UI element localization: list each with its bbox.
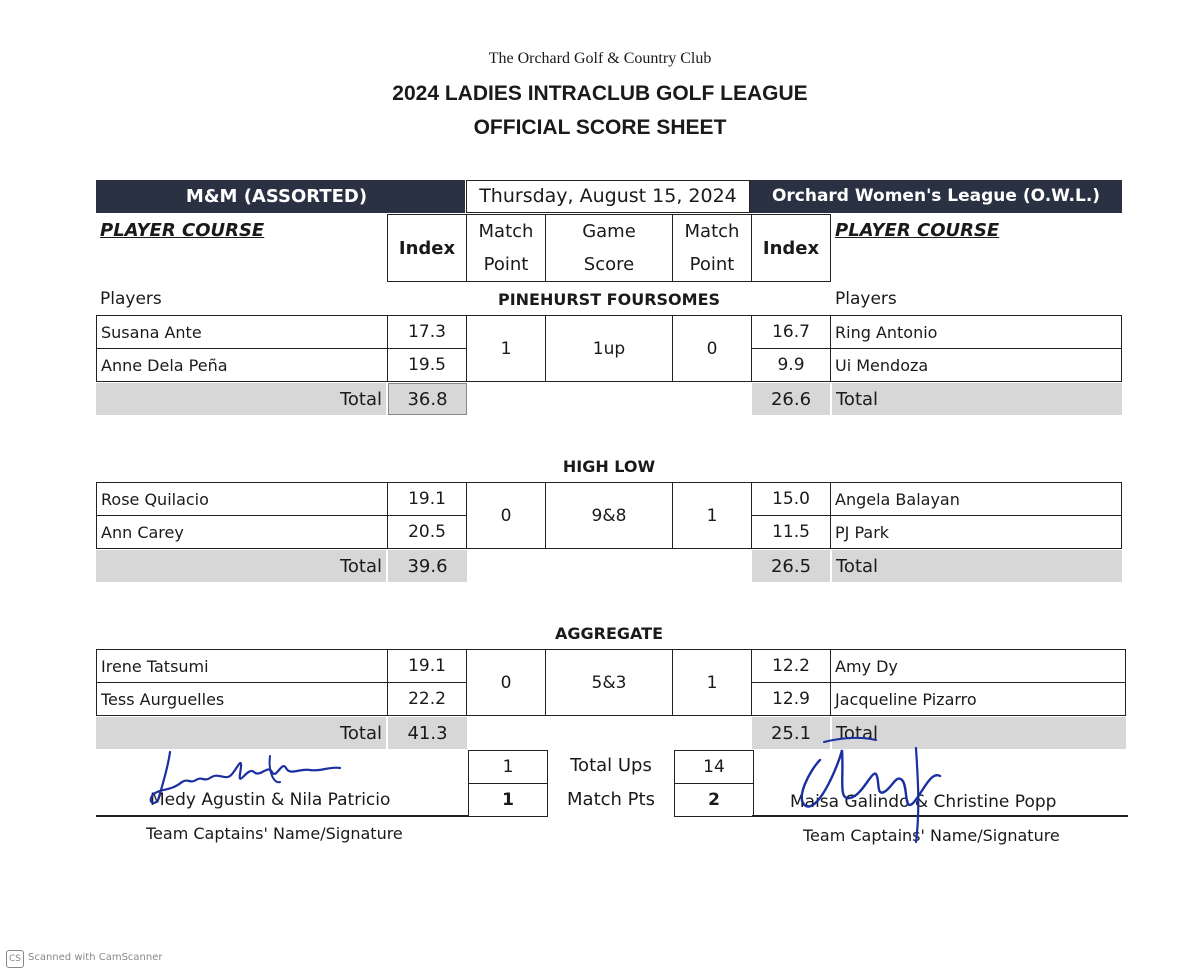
right-player-index: 15.0 [751, 482, 831, 516]
left-captains-caption: Team Captains' Name/Signature [146, 824, 403, 843]
left-player-index: 22.2 [387, 682, 467, 716]
left-captains-names: Medy Agustin & Nila Patricio [150, 790, 391, 810]
right-team-name: Orchard Women's League (O.W.L.) [771, 186, 1101, 206]
right-total-label: Total [832, 383, 1122, 415]
right-match-pts: 2 [674, 783, 754, 817]
right-player-index: 9.9 [751, 348, 831, 382]
game-score: 1up [545, 315, 673, 382]
league-title: 2024 LADIES INTRACLUB GOLF LEAGUE [392, 82, 808, 105]
left-player-name: Tess Aurguelles [96, 682, 388, 716]
right-player-name: PJ Park [830, 515, 1122, 549]
left-total-index: 39.6 [388, 550, 467, 582]
left-match-pts: 1 [468, 783, 548, 817]
game-score: 9&8 [545, 482, 673, 549]
left-total-label: Total [96, 717, 386, 749]
right-player-name: Ui Mendoza [830, 348, 1122, 382]
right-total-label: Total [832, 717, 1126, 749]
right-player-name: Jacqueline Pizarro [830, 682, 1126, 716]
match-pts-label: Match Pts [567, 789, 655, 810]
right-total-index: 26.6 [752, 383, 830, 415]
left-match-label: Match [478, 221, 534, 242]
right-captains-names: Maisa Galindo & Christine Popp [790, 792, 1057, 812]
game-score-header [545, 214, 673, 282]
right-player-course-label: PLAYER COURSE [835, 220, 1000, 241]
left-player-index: 20.5 [387, 515, 467, 549]
right-player-name: Ring Antonio [830, 315, 1122, 349]
left-match-point: 0 [466, 482, 546, 549]
left-player-index: 19.1 [387, 482, 467, 516]
left-player-name: Irene Tatsumi [96, 649, 388, 683]
right-player-name: Amy Dy [830, 649, 1126, 683]
left-signature-line [96, 815, 468, 817]
right-match-point: 1 [672, 649, 752, 716]
left-total-label: Total [96, 550, 386, 582]
right-total-index: 25.1 [752, 717, 830, 749]
left-player-index: 17.3 [387, 315, 467, 349]
right-player-index: 11.5 [751, 515, 831, 549]
right-player-name: Angela Balayan [830, 482, 1122, 516]
left-match-point: 0 [466, 649, 546, 716]
section-title: PINEHURST FOURSOMES [497, 290, 721, 309]
section-title: HIGH LOW [562, 457, 656, 476]
right-match-point-header [672, 214, 752, 282]
right-index-header: Index [751, 214, 831, 282]
section-title: AGGREGATE [554, 624, 663, 643]
left-match-point-header [466, 214, 546, 282]
right-player-index: 12.2 [751, 649, 831, 683]
left-index-header: Index [387, 214, 467, 282]
left-player-name: Ann Carey [96, 515, 388, 549]
right-player-index: 16.7 [751, 315, 831, 349]
left-player-course-label: PLAYER COURSE [100, 220, 265, 241]
game-label: Game [582, 221, 636, 242]
right-point-label: Point [689, 254, 735, 275]
right-team-bar [750, 180, 1122, 213]
left-total-index: 36.8 [388, 383, 467, 415]
sheet-title: OFFICIAL SCORE SHEET [473, 116, 727, 139]
game-score: 5&3 [545, 649, 673, 716]
left-total-ups: 1 [468, 750, 548, 784]
scanner-watermark: Scanned with CamScanner [28, 952, 163, 963]
right-total-ups: 14 [674, 750, 754, 784]
right-total-label: Total [832, 550, 1122, 582]
left-players-label: Players [100, 289, 162, 309]
left-team-name: M&M (ASSORTED) [185, 186, 368, 207]
right-match-point: 1 [672, 482, 752, 549]
right-match-label: Match [684, 221, 740, 242]
left-total-index: 41.3 [388, 717, 467, 749]
camscanner-logo-icon: CS [6, 950, 24, 968]
left-player-name: Rose Quilacio [96, 482, 388, 516]
right-signature-icon [780, 730, 960, 850]
match-date: Thursday, August 15, 2024 [466, 180, 750, 213]
left-signature-icon [140, 742, 350, 812]
right-match-point: 0 [672, 315, 752, 382]
left-total-label: Total [96, 383, 386, 415]
left-player-name: Susana Ante [96, 315, 388, 349]
left-player-name: Anne Dela Peña [96, 348, 388, 382]
left-team-bar [96, 180, 465, 213]
club-name: The Orchard Golf & Country Club [488, 50, 712, 67]
right-player-index: 12.9 [751, 682, 831, 716]
left-player-index: 19.1 [387, 649, 467, 683]
total-ups-label: Total Ups [570, 755, 652, 776]
left-match-point: 1 [466, 315, 546, 382]
right-captains-caption: Team Captains' Name/Signature [803, 826, 1060, 845]
right-total-index: 26.5 [752, 550, 830, 582]
left-point-label: Point [483, 254, 529, 275]
left-player-index: 19.5 [387, 348, 467, 382]
score-label: Score [583, 254, 635, 275]
right-players-label: Players [835, 289, 897, 309]
